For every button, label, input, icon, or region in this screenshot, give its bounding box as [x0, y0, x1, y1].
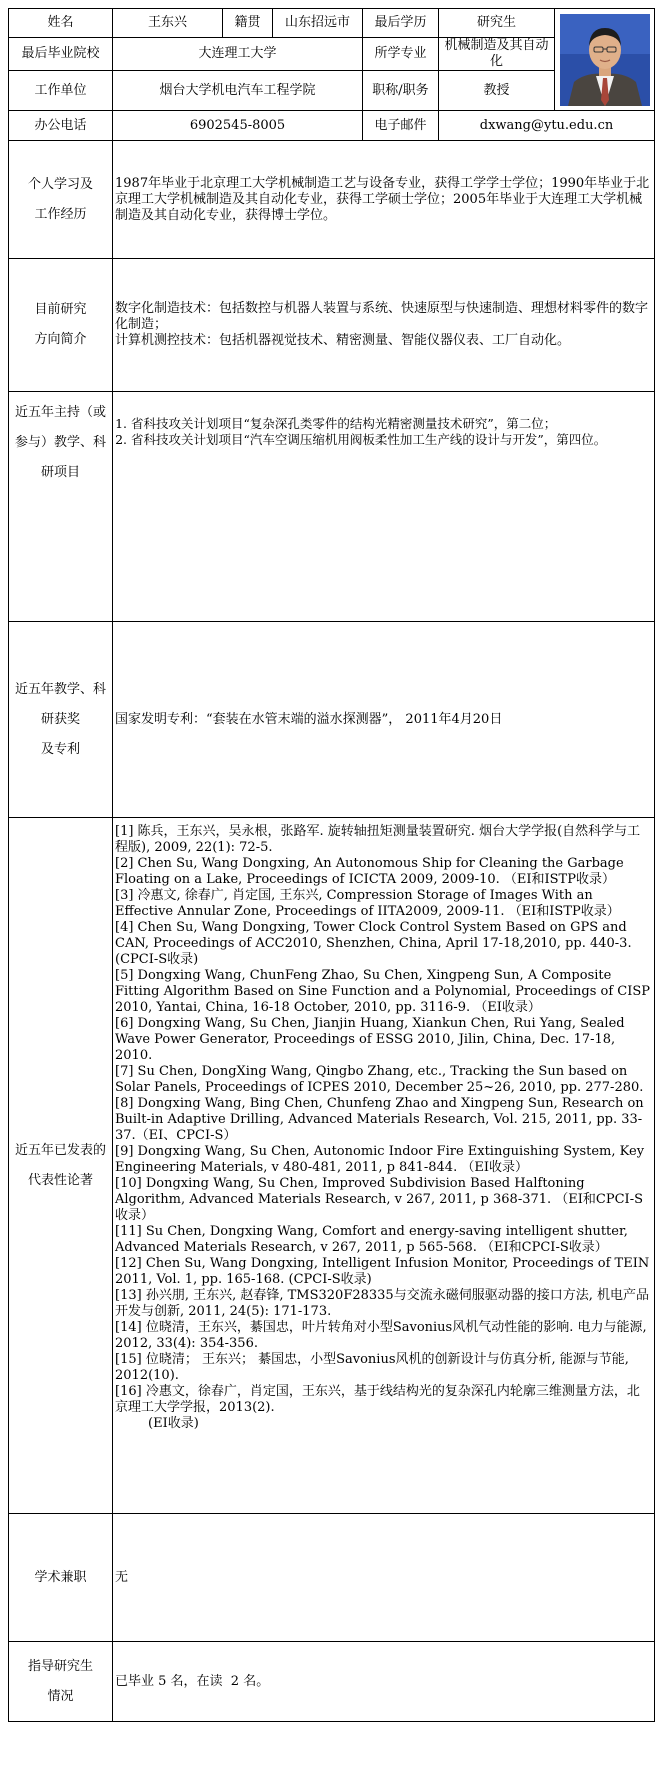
photo-cell — [555, 9, 655, 111]
awards-text: 国家发明专利：“套装在水管末端的溢水探测器”， 2011年4月20日 — [113, 622, 655, 818]
phone-label: 办公电话 — [9, 111, 113, 141]
papers-list — [113, 818, 655, 1514]
projects-list — [113, 392, 655, 622]
research-label: 目前研究 方向简介 — [9, 259, 113, 392]
title-label: 职称/职务 — [363, 71, 439, 111]
paper-item: [7] Su Chen, DongXing Wang, Qingbo Zhang, etc., Tracking the Sun based on Solar Panels, Proceedings of ICPES 2010, December 25~26, 2010, pp. 277-280. — [115, 1064, 644, 1095]
awards-label: 近五年教学、科 研获奖 及专利 — [9, 622, 113, 818]
students-label: 指导研究生 情况 — [9, 1642, 113, 1722]
research-text — [113, 259, 655, 392]
unit-label: 工作单位 — [9, 71, 113, 111]
paper-item: [1] 陈兵，王东兴，吴永根，张路军. 旋转轴扭矩测量装置研究. 烟台大学学报(自然科学与工程版), 2009, 22(1): 72-5. — [115, 824, 641, 855]
paper-item: [14] 位晓清，王东兴，綦国忠，叶片转角对小型Savonius风机气动性能的影响. 电力与能源, 2012, 33(4): 354-356. — [115, 1320, 647, 1351]
paper-item: [3] 冷惠文, 徐春广, 肖定国, 王东兴, Compression Storage of Images With an Effective Annular Zone, Proceedings of IITA2009, 2009-11. （EI和ISTP收录） — [115, 888, 620, 919]
academic-text: 无 — [113, 1514, 655, 1642]
paper-item: [16] 冷惠文，徐春广，肖定国，王东兴，基于线结构光的复杂深孔内轮廓三维测量方法，北京理工大学学报，2013(2). — [115, 1384, 640, 1415]
resume-sheet — [8, 8, 654, 1776]
research-line: 数字化制造技术：包括数控与机器人装置与系统、快速原型与快速制造、理想材料零件的数字化制造； — [115, 301, 649, 332]
major-value: 机械制造及其自动化 — [439, 38, 555, 71]
papers-label: 近五年已发表的 代表性论著 — [9, 818, 113, 1514]
education-text: 1987年毕业于北京理工大学机械制造工艺与设备专业，获得工学学士学位；1990年毕业于北京理工大学机械制造及其自动化专业，获得工学硕士学位；2005年毕业于大连理工大学机械制造及其自动化专业，获得博士学位。 — [113, 141, 655, 259]
paper-item: [12] Chen Su, Wang Dongxing, Intelligent Infusion Monitor, Proceedings of TEIN 2011, Vol. 1, pp. 165-168. (CPCI-S收录) — [115, 1256, 650, 1287]
academic-label: 学术兼职 — [9, 1514, 113, 1642]
unit-value: 烟台大学机电汽车工程学院 — [113, 71, 363, 111]
name-value: 王东兴 — [113, 9, 223, 38]
title-value: 教授 — [439, 71, 555, 111]
project-item: 2. 省科技攻关计划项目“汽车空调压缩机用阀板柔性加工生产线的设计与开发”，第四位。 — [131, 432, 652, 448]
projects-label: 近五年主持（或 参与）教学、科 研项目 — [9, 392, 113, 622]
school-label: 最后毕业院校 — [9, 38, 113, 71]
major-label: 所学专业 — [363, 38, 439, 71]
email-label: 电子邮件 — [363, 111, 439, 141]
name-label: 姓名 — [9, 9, 113, 38]
paper-item: [5] Dongxing Wang, ChunFeng Zhao, Su Chen, Xingpeng Sun, A Composite Fitting Algorithm Based on Sine Function and a Polynomial, Proceedings of CISP 2010, Yantai, China, 16-18 October, 2010, pp. 3116-9. （EI收录） — [115, 968, 651, 1015]
paper-item: [9] Dongxing Wang, Su Chen, Autonomic Indoor Fire Extinguishing System, Key Engineering Materials, v 480-481, 2011, p 841-844. （EI收录） — [115, 1144, 645, 1175]
paper-item: [4] Chen Su, Wang Dongxing, Tower Clock Control System Based on GPS and CAN, Proceedings of ACC2010, Shenzhen, China, April 17-18,2010, pp. 440-3. (CPCI-S收录) — [115, 920, 632, 967]
education-label: 个人学习及 工作经历 — [9, 141, 113, 259]
paper-item: [6] Dongxing Wang, Su Chen, Jianjin Huang, Xiankun Chen, Rui Yang, Sealed Wave Power Generator, Proceedings of ESSG 2010, Jilin, China, Dec. 17-18, 2010. — [115, 1016, 625, 1063]
paper-item: (EI收录) — [115, 1416, 199, 1431]
paper-item: [8] Dongxing Wang, Bing Chen, Chunfeng Zhao and Xingpeng Sun, Research on Built-in Adaptive Drilling, Advanced Materials Research, Vol. 215, 2011, pp. 33-37.（EI、CPCI-S） — [115, 1096, 644, 1143]
research-line: 计算机测控技术：包括机器视觉技术、精密测量、智能仪器仪表、工厂自动化。 — [115, 333, 571, 348]
degree-label: 最后学历 — [363, 9, 439, 38]
resume-table — [8, 8, 655, 1722]
students-text: 已毕业 5 名，在读 2 名。 — [113, 1642, 655, 1722]
paper-item: [13] 孙兴朋, 王东兴, 赵春锋, TMS320F28335与交流永磁伺服驱动器的接口方法, 机电产品开发与创新, 2011, 24(5): 171-173. — [115, 1288, 649, 1319]
portrait-photo-icon — [560, 14, 650, 106]
paper-item: [15] 位晓清； 王东兴； 綦国忠，小型Savonius风机的创新设计与仿真分析, 能源与节能, 2012(10). — [115, 1352, 629, 1383]
origin-label: 籍贯 — [223, 9, 273, 38]
origin-value: 山东招远市 — [273, 9, 363, 38]
school-value: 大连理工大学 — [113, 38, 363, 71]
phone-value: 6902545-8005 — [113, 111, 363, 141]
paper-item: [10] Dongxing Wang, Su Chen, Improved Subdivision Based Halftoning Algorithm, Advanced Materials Research, v 267, 2011, p 368-371. （EI和CPCI-S收录） — [115, 1176, 643, 1223]
paper-item: [2] Chen Su, Wang Dongxing, An Autonomous Ship for Cleaning the Garbage Floating on a Lake, Proceedings of ICICTA 2009, 2009-10. （EI和ISTP收录） — [115, 856, 624, 887]
paper-item: [11] Su Chen, Dongxing Wang, Comfort and energy-saving intelligent shutter, Advanced Materials Research, v 267, 2011, p 565-568. （EI和CPCI-S收录） — [115, 1224, 628, 1255]
email-value: dxwang@ytu.edu.cn — [439, 111, 655, 141]
project-item: 1. 省科技攻关计划项目“复杂深孔类零件的结构光精密测量技术研究”，第二位； — [131, 416, 652, 432]
degree-value: 研究生 — [439, 9, 555, 38]
